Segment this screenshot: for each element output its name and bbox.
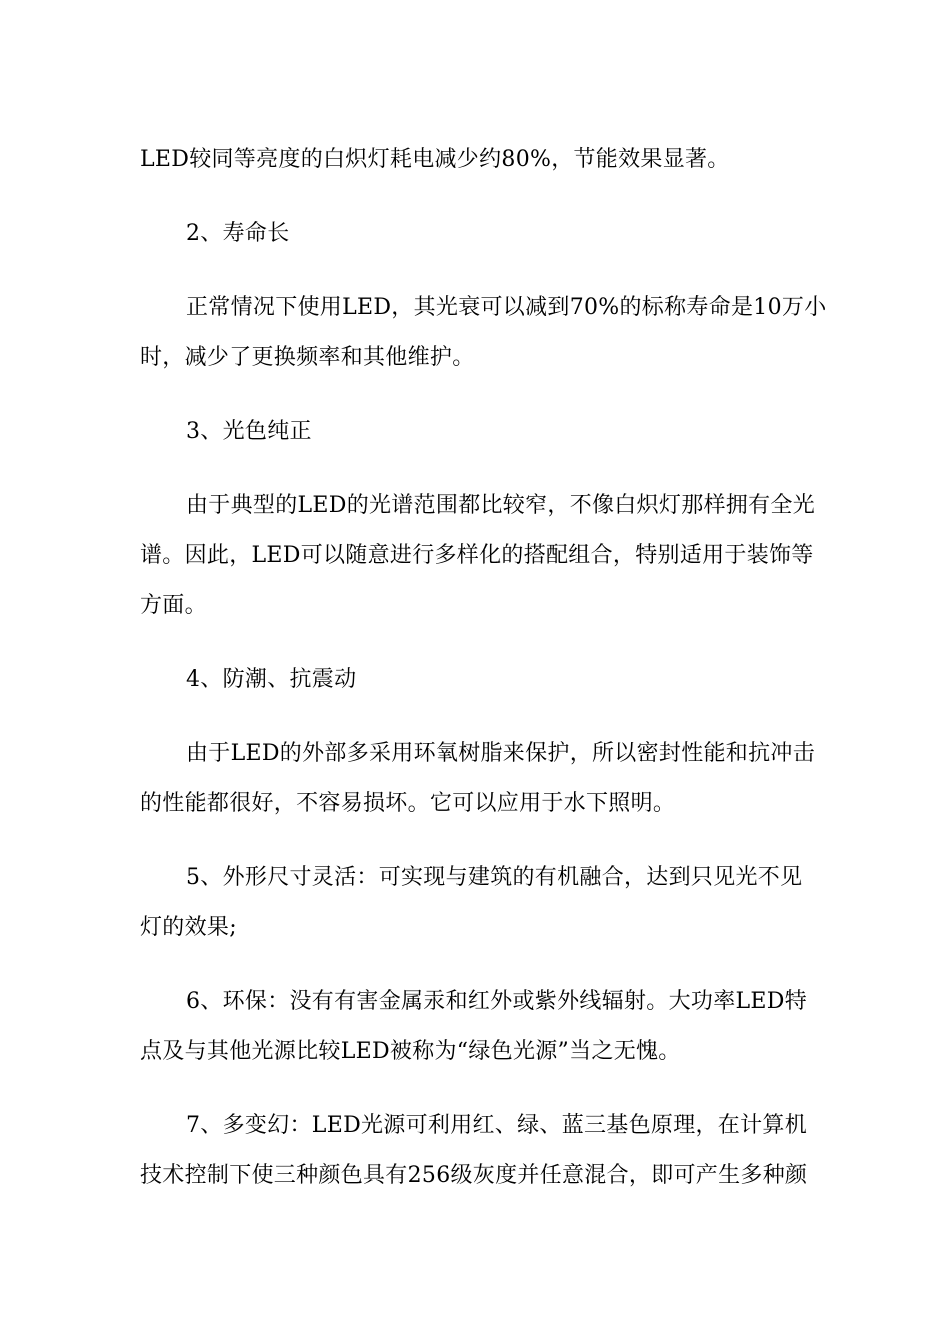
- paragraph-color-variation: [140, 1101, 812, 1201]
- document-body: [140, 135, 827, 1225]
- paragraph-energy-saving: [140, 135, 812, 185]
- paragraph-flexible-shape: [140, 853, 812, 953]
- heading-text: 3、光色纯正: [186, 419, 312, 444]
- paragraph-lifespan: [140, 283, 827, 383]
- paragraph-spectrum: [140, 481, 816, 631]
- heading-text: 2、寿命长: [186, 221, 290, 246]
- text-line: 5、外形尺寸灵活：可实现与建筑的有机融合，达到只见光不见: [186, 865, 803, 890]
- text-line: 6、环保：没有有害金属汞和红外或紫外线辐射。大功率LED特: [186, 989, 808, 1014]
- text-line: 方面。: [140, 593, 207, 618]
- text-line: 正常情况下使用LED，其光衰可以减到70%的标称寿命是10万小: [186, 295, 827, 320]
- text-line: 7、多变幻：LED光源可利用红、绿、蓝三基色原理，在计算机: [186, 1113, 808, 1138]
- text-line: 由于典型的LED的光谱范围都比较窄，不像白炽灯那样拥有全光: [186, 493, 816, 518]
- text-line: 技术控制下使三种颜色具有256级灰度并任意混合，即可产生多种颜: [140, 1163, 808, 1188]
- text-line: 由于LED的外部多采用环氧树脂来保护，所以密封性能和抗冲击: [186, 741, 816, 766]
- text-line: LED较同等亮度的白炽灯耗电减少约80%，节能效果显著。: [140, 147, 730, 172]
- text-line: 灯的效果;: [140, 915, 237, 940]
- text-line: 谱。因此，LED可以随意进行多样化的搭配组合，特别适用于装饰等: [140, 543, 814, 568]
- text-line: 点及与其他光源比较LED被称为“绿色光源”当之无愧。: [140, 1039, 681, 1064]
- heading-text: 4、防潮、抗震动: [186, 667, 357, 692]
- paragraph-eco-friendly: [140, 977, 812, 1077]
- text-line: 时，减少了更换频率和其他维护。: [140, 345, 475, 370]
- paragraph-epoxy: [140, 729, 816, 829]
- heading-pure-color: [140, 407, 812, 457]
- text-line: 的性能都很好，不容易损坏。它可以应用于水下照明。: [140, 791, 676, 816]
- heading-long-lifespan: [140, 209, 812, 259]
- heading-moisture-shock: [140, 655, 812, 705]
